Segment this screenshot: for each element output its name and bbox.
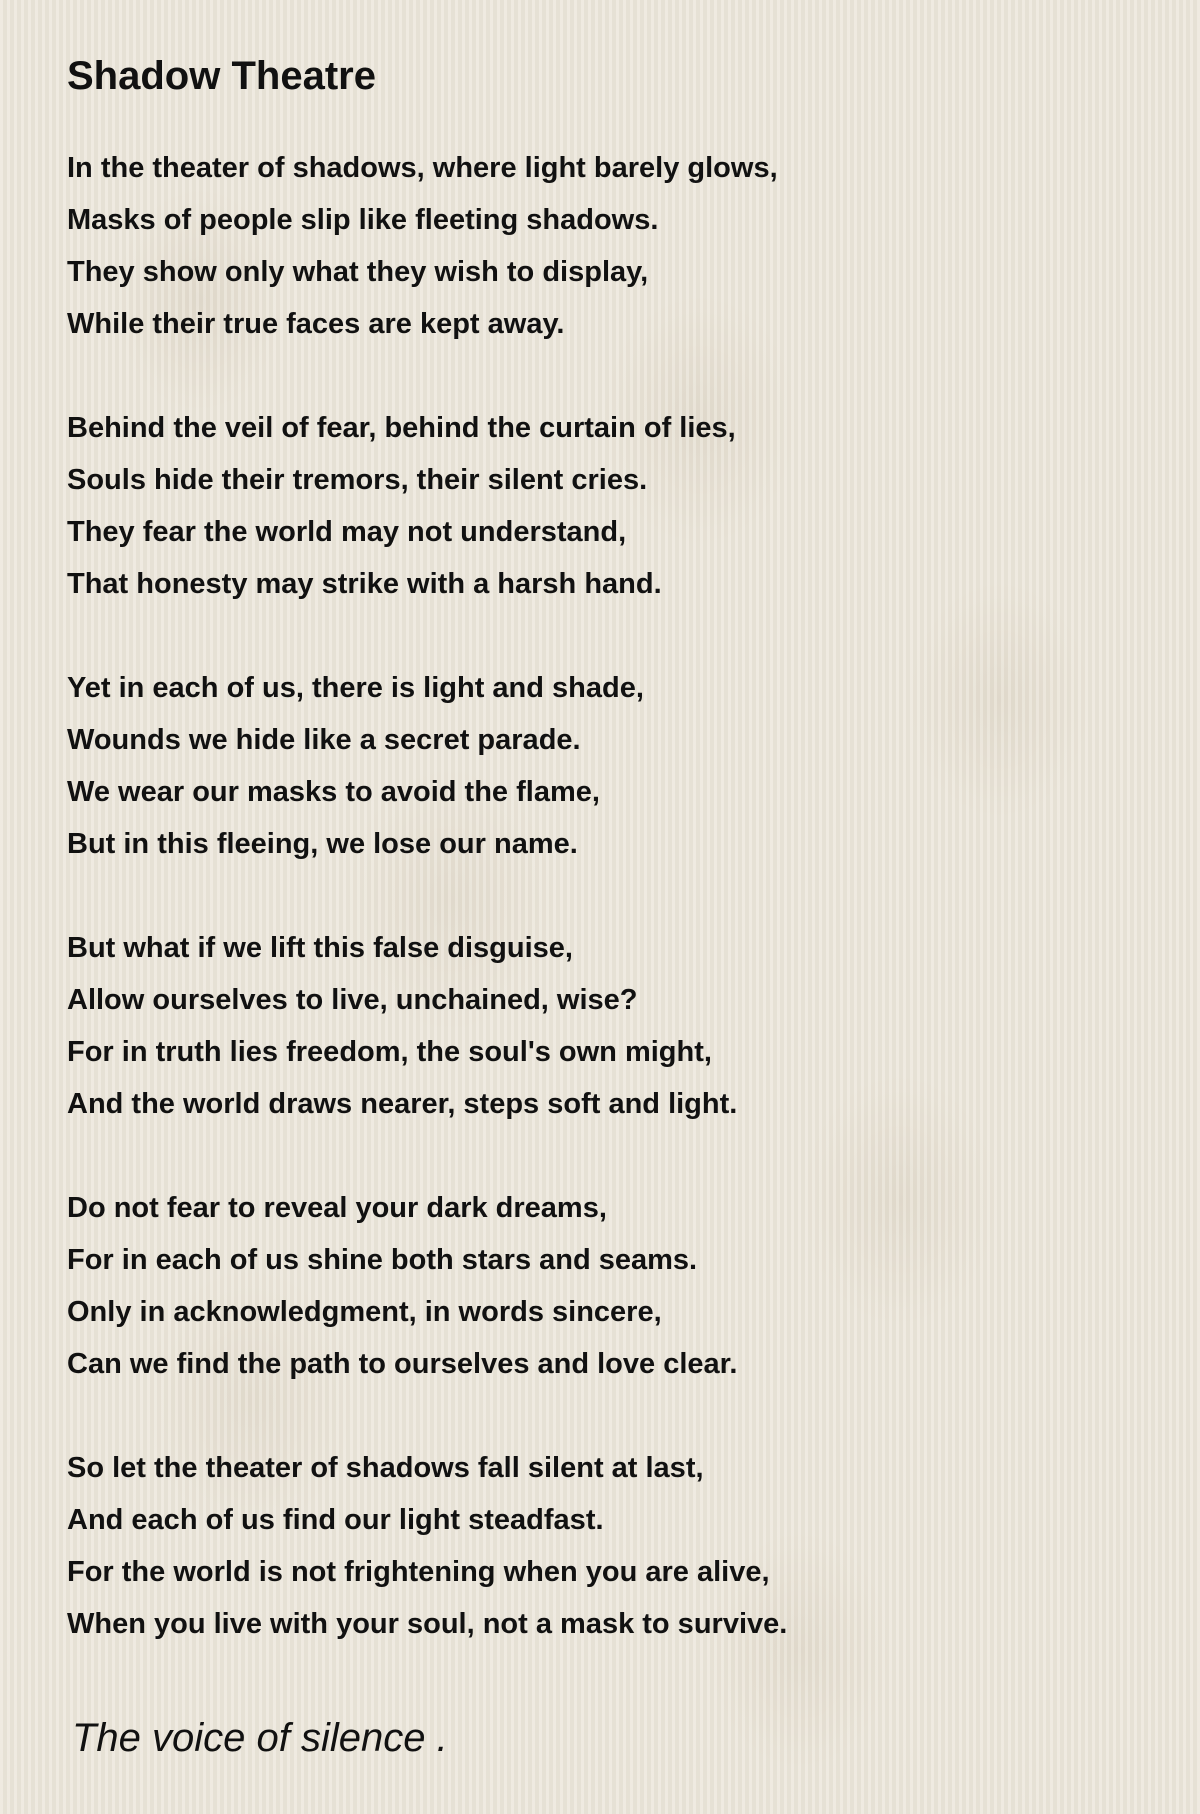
poem-line: So let the theater of shadows fall silent at last, [67, 1452, 704, 1484]
poem-line: They show only what they wish to display, [67, 256, 649, 288]
poem-line: In the theater of shadows, where light barely glows, [67, 152, 778, 184]
poem-line: For the world is not frightening when you are alive, [67, 1556, 770, 1588]
poem-line: That honesty may strike with a harsh hand. [67, 568, 662, 600]
poem-body [67, 142, 1147, 1650]
stanza-5 [67, 1182, 1147, 1390]
poem-title: Shadow Theatre [67, 54, 376, 98]
poem-line: When you live with your soul, not a mask to survive. [67, 1608, 788, 1640]
poem-line: Do not fear to reveal your dark dreams, [67, 1192, 607, 1224]
poem-line: And the world draws nearer, steps soft and light. [67, 1088, 738, 1120]
poem-line: Allow ourselves to live, unchained, wise? [67, 984, 638, 1016]
poem-line: And each of us find our light steadfast. [67, 1504, 604, 1536]
poem-line: But in this fleeing, we lose our name. [67, 828, 578, 860]
poem-line: But what if we lift this false disguise, [67, 932, 573, 964]
poem-author: The voice of silence . [72, 1716, 448, 1760]
poem-line: Souls hide their tremors, their silent cries. [67, 464, 648, 496]
stanza-6 [67, 1442, 1147, 1650]
poem-page [67, 48, 1147, 1650]
stanza-2 [67, 402, 1147, 610]
poem-line: Masks of people slip like fleeting shadows. [67, 204, 659, 236]
poem-line: Yet in each of us, there is light and shade, [67, 672, 644, 704]
poem-line: For in each of us shine both stars and seams. [67, 1244, 698, 1276]
poem-line: For in truth lies freedom, the soul's own might, [67, 1036, 712, 1068]
stanza-3 [67, 662, 1147, 870]
poem-line: They fear the world may not understand, [67, 516, 627, 548]
stanza-1 [67, 142, 1147, 350]
poem-line: While their true faces are kept away. [67, 308, 565, 340]
poem-line: Behind the veil of fear, behind the curtain of lies, [67, 412, 736, 444]
stanza-4 [67, 922, 1147, 1130]
poem-line: Wounds we hide like a secret parade. [67, 724, 581, 756]
poem-line: Only in acknowledgment, in words sincere, [67, 1296, 662, 1328]
poem-line: We wear our masks to avoid the flame, [67, 776, 600, 808]
poem-line: Can we find the path to ourselves and love clear. [67, 1348, 738, 1380]
